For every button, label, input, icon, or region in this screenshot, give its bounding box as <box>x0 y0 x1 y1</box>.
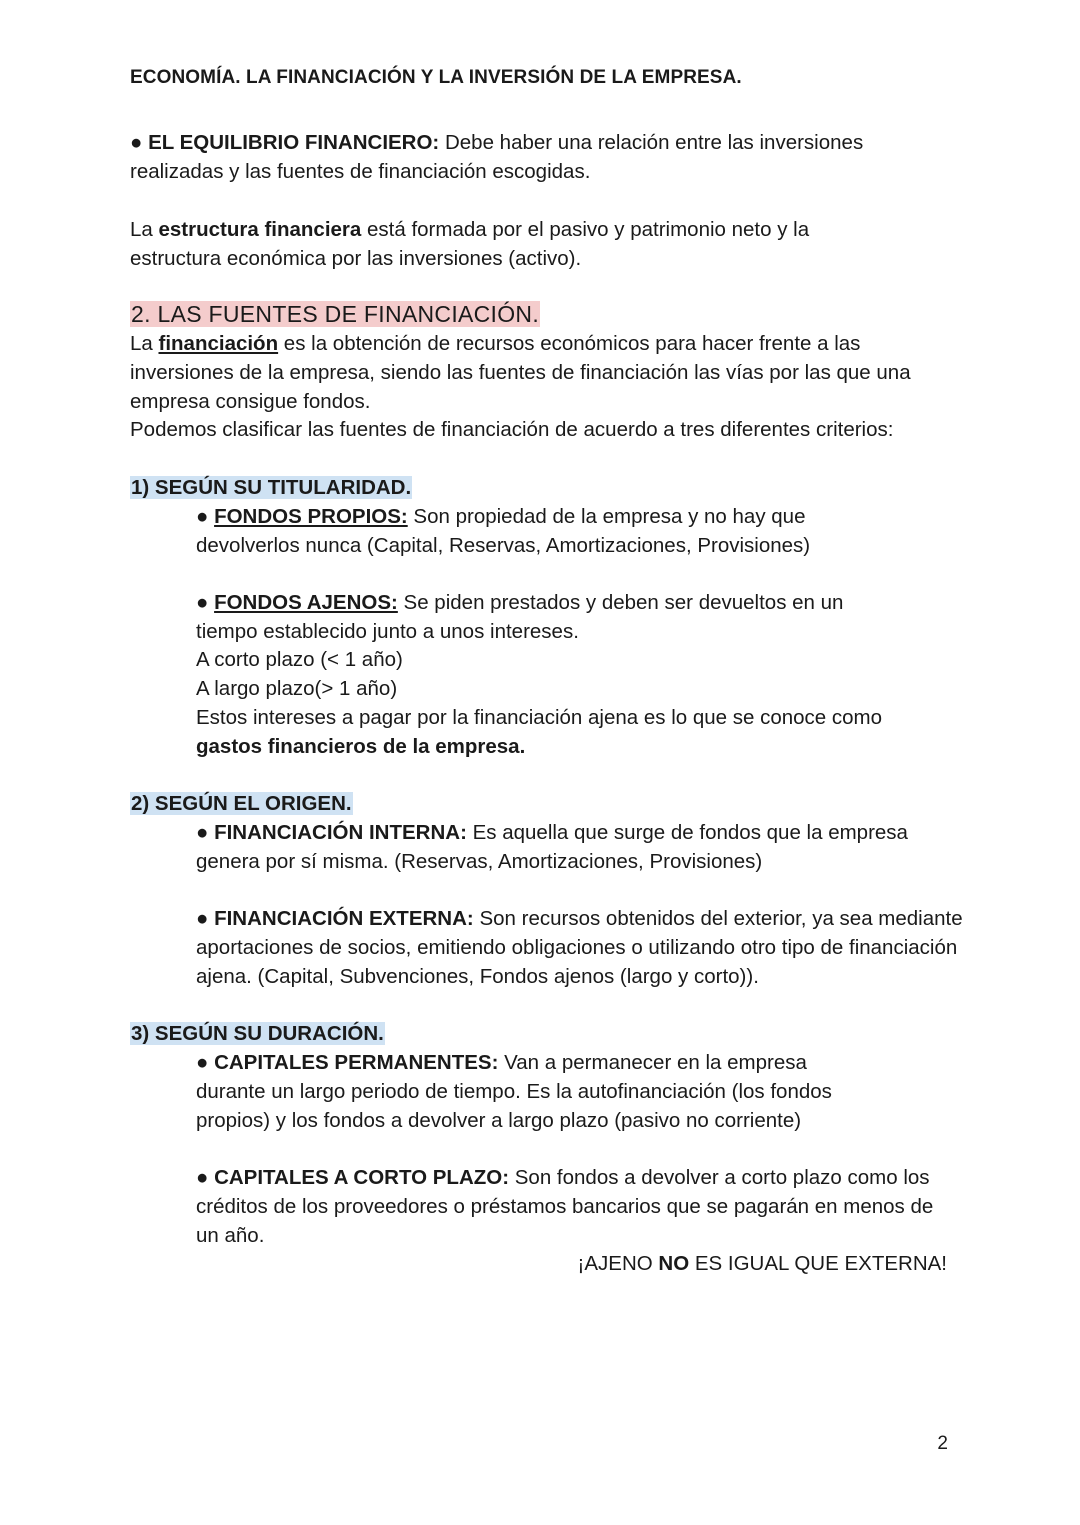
equilibrio-paragraph <box>130 129 920 187</box>
financiacion-externa-item <box>196 905 966 991</box>
capitales-corto-plazo-item <box>196 1164 951 1250</box>
note-post: ES IGUAL QUE EXTERNA! <box>689 1252 947 1275</box>
bullet: ● <box>196 591 215 614</box>
origen-heading: 2) SEGÚN EL ORIGEN. <box>131 792 352 815</box>
financiacion-interna-item <box>196 819 911 877</box>
estructura-paragraph <box>130 216 870 274</box>
gastos-text: Estos intereses a pagar por la financiación ajena es lo que se conoce como <box>196 706 883 729</box>
financiacion-externa-text: Son recursos obtenidos del exterior, ya sea mediante aportaciones de socios, emitiendo obligaciones o utilizando otro tipo de financiación ajena. (Capital, Subvenciones, Fondos ajenos (largo y corto)). <box>196 907 963 988</box>
duracion-heading-line <box>130 1020 960 1049</box>
definition-text: es la obtención de recursos económicos para hacer frente a las inversiones de la empresa, siendo las fuentes de financiación las vías por las que una empresa consigue fondos. <box>130 332 911 413</box>
estructura-pre: La <box>130 218 159 241</box>
financiacion-definition <box>130 330 930 416</box>
fondos-propios-text: Son propiedad de la empresa y no hay que devolverlos nunca (Capital, Reservas, Amortizaciones, Provisiones) <box>196 505 811 557</box>
capitales-corto-plazo-term: ● CAPITALES A CORTO PLAZO: <box>196 1166 510 1189</box>
fondos-propios-term: FONDOS PROPIOS: <box>214 505 408 528</box>
estructura-text: está formada por el pasivo y patrimonio neto y la estructura económica por las inversiones (activo). <box>130 218 810 270</box>
capitales-corto-plazo-text: Son fondos a devolver a corto plazo como los créditos de los proveedores o préstamos bancarios que se pagarán en menos de un año. <box>196 1166 934 1247</box>
titularidad-heading-line <box>130 474 960 503</box>
origen-heading-line <box>130 790 960 819</box>
criteria-intro: Podemos clasificar las fuentes de financiación de acuerdo a tres diferentes criterios: <box>130 418 894 441</box>
financiacion-term: financiación <box>158 332 279 355</box>
section-2-heading: 2. LAS FUENTES DE FINANCIACIÓN. <box>131 301 540 327</box>
financiacion-interna-term: ● FINANCIACIÓN INTERNA: <box>196 821 467 844</box>
financiacion-interna-text: Es aquella que surge de fondos que la empresa genera por sí misma. (Reservas, Amortizaciones, Provisiones) <box>196 821 908 873</box>
fondos-ajenos-item <box>196 589 896 647</box>
equilibrio-term: ● EL EQUILIBRIO FINANCIERO: <box>130 131 440 154</box>
capitales-permanentes-term: ● CAPITALES PERMANENTES: <box>196 1051 499 1074</box>
page-number: 2 <box>937 1433 948 1454</box>
capitales-permanentes-text: Van a permanecer en la empresa durante un largo periodo de tiempo. Es la autofinanciación (los fondos propios) y los fondos a devolver a largo plazo (pasivo no corriente) <box>196 1051 832 1132</box>
gastos-term: gastos financieros de la empresa. <box>196 734 526 758</box>
bullet: ● <box>196 505 215 528</box>
financiacion-externa-term: ● FINANCIACIÓN EXTERNA: <box>196 907 474 930</box>
gastos-financieros-paragraph <box>196 704 936 762</box>
fondos-ajenos-term: FONDOS AJENOS: <box>214 591 398 614</box>
corto-plazo-line: A corto plazo (< 1 año) <box>196 648 403 671</box>
capitales-permanentes-item <box>196 1049 876 1135</box>
definition-pre: La <box>130 332 159 355</box>
titularidad-heading: 1) SEGÚN SU TITULARIDAD. <box>131 476 412 499</box>
note-pre: ¡AJENO <box>577 1252 659 1275</box>
note-bold: NO <box>658 1252 690 1275</box>
duracion-heading: 3) SEGÚN SU DURACIÓN. <box>131 1022 384 1045</box>
fondos-ajenos-text: Se piden prestados y deben ser devueltos en un tiempo establecido junto a unos intereses. <box>196 591 844 643</box>
equilibrio-text: Debe haber una relación entre las inversiones realizadas y las fuentes de financiación escogidas. <box>130 131 864 183</box>
ajeno-externa-note <box>578 1250 947 1279</box>
largo-plazo-line: A largo plazo(> 1 año) <box>196 677 398 700</box>
section-2-heading-line <box>130 300 960 331</box>
document-header: ECONOMÍA. LA FINANCIACIÓN Y LA INVERSIÓN DE LA EMPRESA. <box>130 67 742 88</box>
estructura-term: estructura financiera <box>158 218 362 241</box>
fondos-propios-item <box>196 503 876 561</box>
